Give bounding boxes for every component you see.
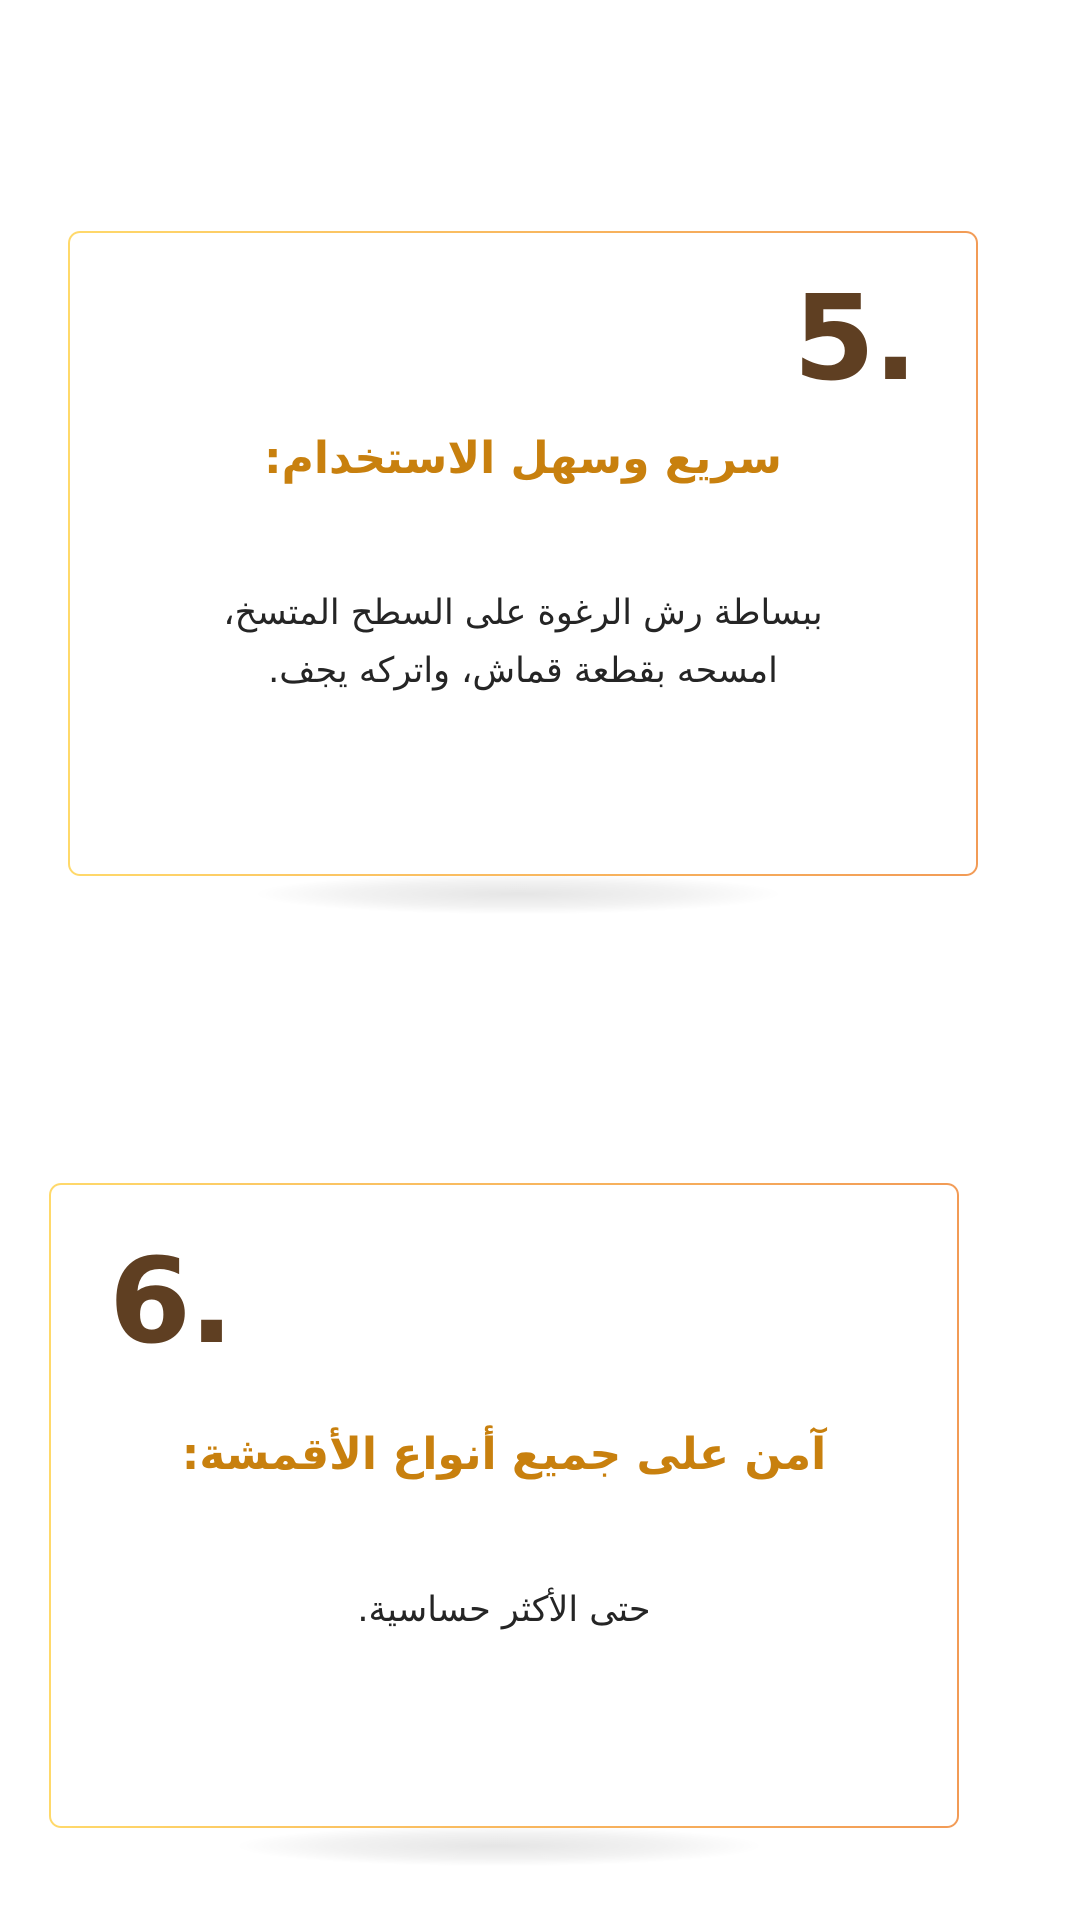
card-description	[70, 584, 976, 700]
card-title: آمن على جميع أنواع الأقمشة:	[181, 1429, 827, 1480]
card-border	[49, 1183, 959, 1828]
feature-card-5	[68, 231, 978, 876]
card-shadow	[258, 874, 778, 914]
card-number: 5.	[793, 269, 916, 407]
card-description-line: امسحه بقطعة قماش، واتركه يجف.	[268, 651, 778, 691]
feature-card-6	[49, 1183, 959, 1828]
card-description-line: حتى الأكثر حساسية.	[357, 1590, 651, 1630]
card-description-line: ببساطة رش الرغوة على السطح المتسخ،	[223, 593, 823, 633]
card-number: 6.	[109, 1232, 232, 1370]
card-description	[51, 1581, 957, 1639]
card-content	[51, 1185, 957, 1826]
card-title: سريع وسهل الاستخدام:	[264, 433, 782, 484]
card-shadow	[239, 1826, 759, 1866]
card-content	[70, 233, 976, 874]
card-border	[68, 231, 978, 876]
